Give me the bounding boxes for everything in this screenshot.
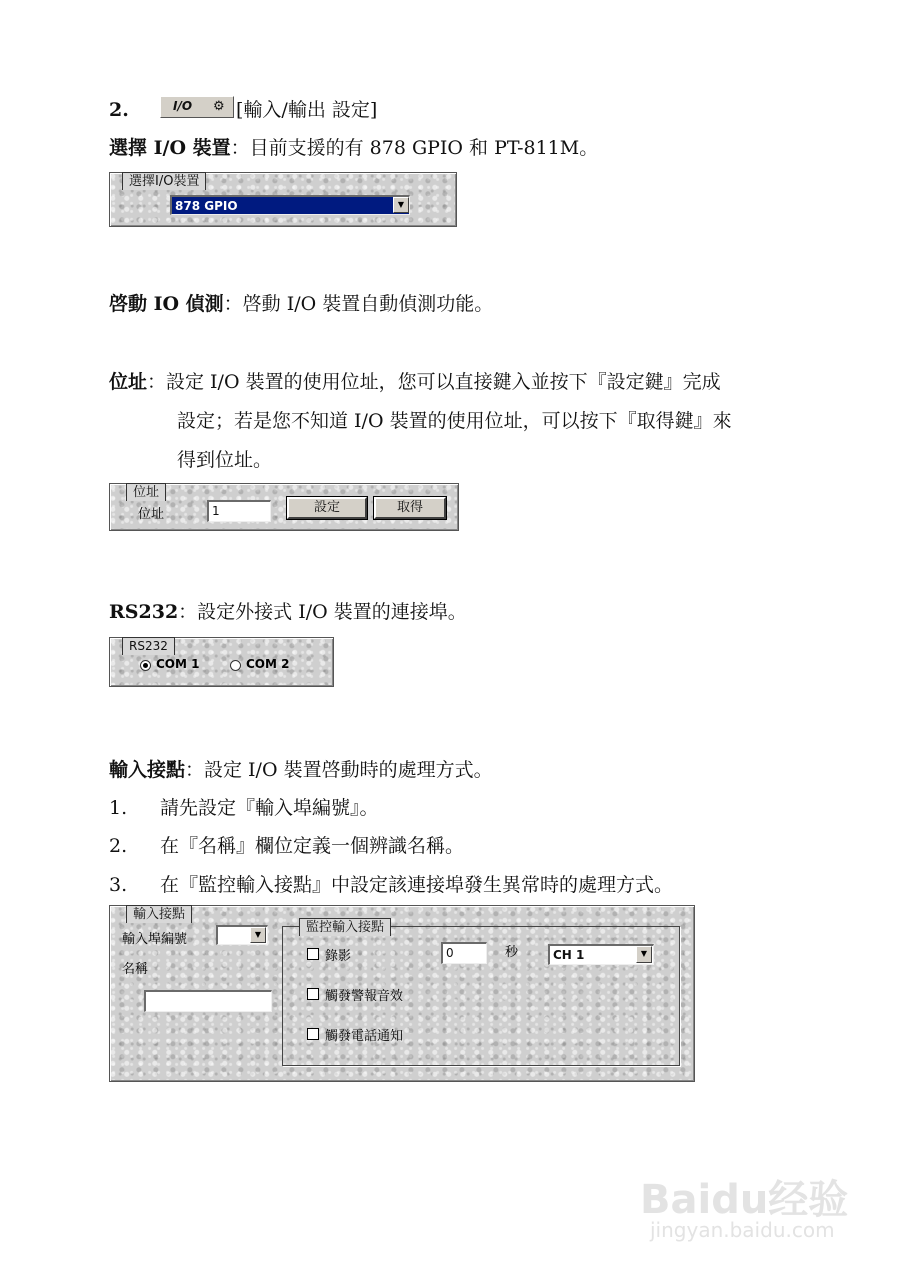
com1-label: COM 1 [156, 657, 200, 671]
address-input[interactable] [207, 500, 271, 522]
select-device-heading: 選擇 I/O 裝置 [109, 137, 231, 159]
record-checkbox[interactable] [307, 948, 319, 960]
io-device-dropdown[interactable] [170, 195, 410, 215]
select-device-paragraph [109, 136, 598, 160]
step-3-text: 在『監控輸入接點』中設定該連接埠發生異常時的處理方式。 [160, 874, 674, 896]
address-input-value: 1 [212, 504, 220, 518]
set-button[interactable]: 設定 [287, 497, 367, 519]
input-points-panel [109, 905, 695, 1082]
auto-detect-description: ：啓動 I/O 裝置自動偵測功能。 [223, 293, 494, 315]
io-settings-toolbar-button[interactable] [160, 96, 234, 118]
chevron-down-icon[interactable]: ▼ [393, 197, 409, 213]
seconds-input-value: 0 [446, 946, 454, 960]
step-2-number: 2. [109, 835, 128, 857]
rs232-paragraph [109, 600, 467, 624]
alarm-checkbox[interactable] [307, 988, 319, 1000]
io-device-dropdown-value: 878 GPIO [175, 199, 238, 213]
address-field-label: 位址 [138, 507, 165, 522]
input-points-heading: 輸入接點 [109, 759, 186, 781]
input-points-paragraph [109, 758, 493, 782]
rs232-heading: RS232 [109, 601, 179, 623]
address-panel [109, 483, 459, 531]
record-label: 錄影 [325, 949, 352, 964]
select-device-description: ：目前支援的有 878 GPIO 和 PT-811M。 [230, 137, 599, 159]
get-button[interactable]: 取得 [374, 497, 446, 519]
step-1-number: 1. [109, 797, 128, 819]
com2-label: COM 2 [246, 657, 290, 671]
port-number-label: 輸入埠編號 [122, 932, 188, 947]
address-paragraph-line1 [109, 370, 721, 394]
address-line1: ：設定 I/O 裝置的使用位址，您可以直接鍵入並按下『設定鍵』完成 [147, 371, 721, 393]
step-2-text: 在『名稱』欄位定義一個辨識名稱。 [160, 835, 465, 857]
address-line3: 得到位址。 [177, 449, 273, 471]
channel-dropdown-value: CH 1 [553, 948, 585, 962]
address-line2: 設定；若是您不知道 I/O 裝置的使用位址，可以按下『取得鍵』來 [177, 410, 732, 432]
monitor-legend: 監控輸入接點 [299, 918, 391, 936]
baidu-watermark-logo: Baidu经验 [640, 1177, 849, 1223]
com2-radio[interactable] [230, 660, 241, 671]
input-points-description: ：設定 I/O 裝置啓動時的處理方式。 [185, 759, 493, 781]
rs232-legend: RS232 [122, 637, 175, 655]
wrench-icon: ⚙ [213, 99, 225, 114]
select-device-panel [109, 172, 457, 227]
phone-checkbox[interactable] [307, 1028, 319, 1040]
auto-detect-heading: 啓動 IO 偵測 [109, 293, 224, 315]
alarm-label: 觸發警報音效 [325, 989, 404, 1004]
step-3-number: 3. [109, 874, 128, 896]
port-chevron-down-icon[interactable]: ▼ [250, 927, 266, 943]
io-icon: I/O [173, 99, 193, 113]
address-legend: 位址 [126, 483, 166, 501]
auto-detect-paragraph [109, 292, 493, 316]
phone-label: 觸發電話通知 [325, 1029, 404, 1044]
monitor-group [282, 920, 680, 1066]
section-number: 2. [109, 99, 129, 121]
baidu-watermark-url: jingyan.baidu.com [650, 1218, 835, 1242]
input-points-legend: 輸入接點 [126, 905, 192, 923]
name-input[interactable] [144, 990, 272, 1012]
name-label: 名稱 [122, 962, 149, 977]
rs232-description: ：設定外接式 I/O 裝置的連接埠。 [178, 601, 467, 623]
rs232-panel [109, 637, 334, 687]
seconds-input[interactable] [441, 942, 487, 964]
com1-radio[interactable] [140, 660, 151, 671]
seconds-unit: 秒 [505, 945, 519, 960]
step-1-text: 請先設定『輸入埠編號』。 [160, 797, 379, 819]
address-heading: 位址 [109, 371, 148, 393]
select-device-legend: 選擇I/O裝置 [122, 172, 206, 190]
channel-chevron-down-icon[interactable]: ▼ [636, 946, 652, 963]
section-title: [輸入/輸出 設定] [236, 99, 378, 121]
